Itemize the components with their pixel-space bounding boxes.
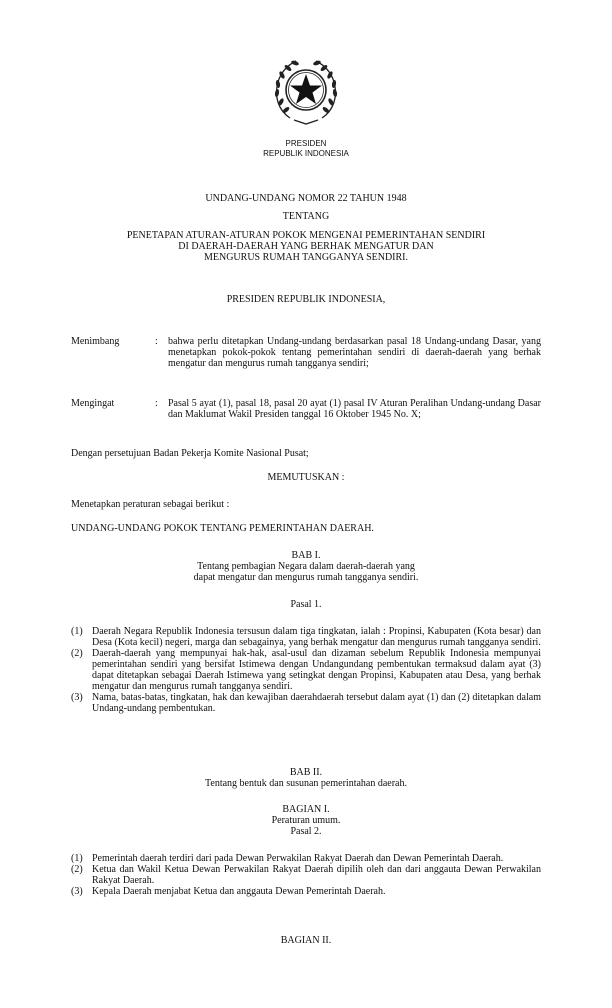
- law-number: UNDANG-UNDANG NOMOR 22 TAHUN 1948: [205, 193, 407, 204]
- item-text: Ketua dan Wakil Ketua Dewan Perwakilan Rakyat Daerah dipilih oleh dan dari anggauta Dewan Perwakilan Rakyat Daerah.: [92, 864, 541, 886]
- bab2-heading: BAB II.: [289, 767, 323, 778]
- presidential-seal-emblem: [268, 52, 344, 128]
- pasal-2-items: [71, 853, 541, 897]
- consideration-text: Pasal 5 ayat (1), pasal 18, pasal 20 ayat (1) pasal IV Aturan Peralihan Undang-undang Dasar dan Maklumat Wakil Presiden tanggal 16 Oktober 1945 No. X;: [168, 398, 541, 420]
- item-number: (3): [71, 886, 83, 897]
- bab1-subtitle-line-1: Tentang pembagian Negara dalam daerah-daerah yang: [197, 561, 415, 572]
- pasal-2-heading: Pasal 2.: [290, 826, 322, 837]
- bagian1-subtitle: Peraturan umum.: [271, 815, 341, 826]
- item-number: (1): [71, 626, 83, 637]
- list-item: [71, 886, 541, 897]
- act-title: UNDANG-UNDANG POKOK TENTANG PEMERINTAHAN DAERAH.: [71, 523, 374, 534]
- pasal-1-heading: Pasal 1.: [290, 599, 322, 610]
- bab1-heading: BAB I.: [291, 550, 321, 561]
- pasal-1-items: [71, 626, 541, 714]
- decide-heading: MEMUTUSKAN :: [267, 472, 345, 483]
- list-item: [71, 626, 541, 648]
- list-item: [71, 853, 541, 864]
- establish-line: Menetapkan peraturan sebagai berikut :: [71, 499, 230, 510]
- item-text: Daerah Negara Republik Indonesia tersusun dalam tiga tingkatan, ialah : Propinsi, Kabupaten (Kota besar) dan Desa (Kota kecil) negeri, marga dan sebagainya, yang berhak mengatur dan mengurus rumah tangganya sendiri.: [92, 626, 541, 648]
- item-number: (3): [71, 692, 83, 703]
- item-text: Kepala Daerah menjabat Ketua dan anggauta Dewan Pemerintah Daerah.: [92, 886, 386, 897]
- item-text: Nama, batas-batas, tingkatan, hak dan kewajiban daerahdaerah tersebut dalam ayat (1) dan (2) ditetapkan dalam Undang-undang pembentukan.: [92, 692, 541, 714]
- item-text: Daerah-daerah yang mempunyai hak-hak, asal-usul dan dizaman sebelum Republik Indonesia mempunyai pemerintahan sendiri yang bersifat Istimewa dengan Undangundang pembentukan termaksud dalam ayat (3) dapat ditetapkan sebagai Daerah Istimewa yang setingkat dengan Propinsi, Kabupaten atau Desa, yang berhak mengatur dan mengurus rumah tangganya sendiri.: [92, 648, 541, 692]
- bab1-subtitle-line-2: dapat mengatur dan mengurus rumah tangganya sendiri.: [193, 572, 419, 583]
- law-title-line-3: MENGURUS RUMAH TANGGANYA SENDIRI.: [203, 252, 409, 263]
- item-text: Pemerintah daerah terdiri dari pada Dewan Perwakilan Rakyat Daerah dan Dewan Pemerintah Daerah.: [92, 853, 504, 864]
- item-number: (1): [71, 853, 83, 864]
- law-title-line-1: PENETAPAN ATURAN-ATURAN POKOK MENGENAI PEMERINTAHAN SENDIRI: [126, 230, 486, 241]
- approval-line: Dengan persetujuan Badan Pekerja Komite Nasional Pusat;: [71, 448, 309, 459]
- law-title-line-2: DI DAERAH-DAERAH YANG BERHAK MENGATUR DAN: [178, 241, 434, 252]
- header-republik: REPUBLIK INDONESIA: [263, 149, 349, 158]
- president-heading: PRESIDEN REPUBLIK INDONESIA,: [226, 294, 386, 305]
- law-tentang: TENTANG: [282, 211, 330, 222]
- consideration-label: Mengingat: [71, 398, 115, 409]
- colon: :: [155, 336, 158, 347]
- consideration-label: Menimbang: [71, 336, 120, 347]
- list-item: [71, 692, 541, 714]
- list-item: [71, 864, 541, 886]
- colon: :: [155, 398, 158, 409]
- bagian1-heading: BAGIAN I.: [282, 804, 330, 815]
- list-item: [71, 648, 541, 692]
- item-number: (2): [71, 648, 83, 659]
- header-presiden: PRESIDEN: [285, 139, 327, 148]
- bagian2-heading: BAGIAN II.: [280, 935, 332, 946]
- consideration-text: bahwa perlu ditetapkan Undang-undang berdasarkan pasal 18 Undang-undang Dasar, yang menetapkan pokok-pokok tentang pemerintahan sendiri di daerah-daerah yang berhak mengatur dan mengurus rumah tangganya sendiri;: [168, 336, 541, 369]
- item-number: (2): [71, 864, 83, 875]
- bab2-subtitle: Tentang bentuk dan susunan pemerintahan daerah.: [204, 778, 407, 789]
